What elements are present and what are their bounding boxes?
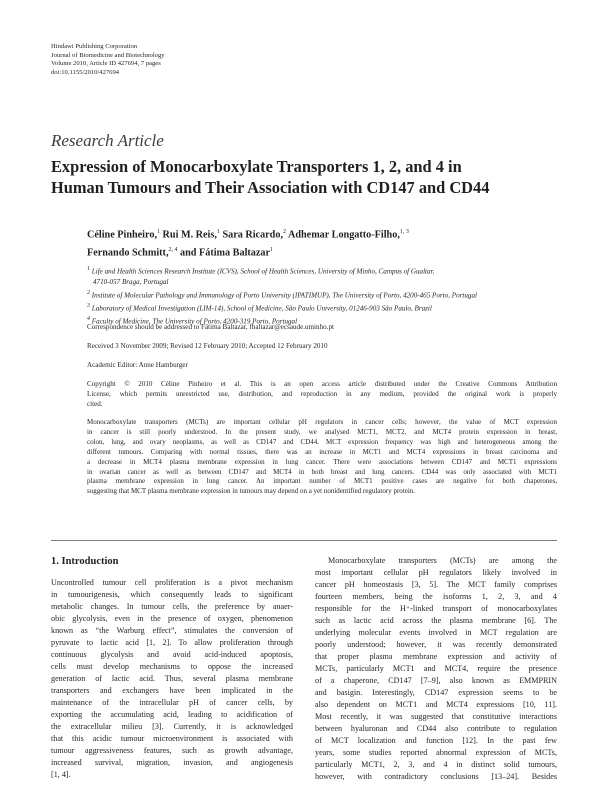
volume-info: Volume 2010, Article ID 427694, 7 pages	[51, 60, 161, 68]
correspondence: Correspondence should be addressed to Fátima Baltazar, fbaltazar@ecsaude.uminho.pt	[87, 323, 334, 331]
body-line: transporters and exchangers have been implicated in the	[51, 686, 293, 695]
copyright-line: Copyright © 2010 Céline Pinheiro et al. This is an open access article distributed under the Creative Commons Attribution	[87, 380, 557, 388]
article-dates: Received 3 November 2009; Revised 12 February 2010; Accepted 12 February 2010	[87, 342, 328, 350]
article-type: Research Article	[51, 131, 164, 150]
section-divider	[51, 540, 557, 541]
author-affiliation-ref: 2	[283, 229, 286, 235]
affiliation	[87, 301, 567, 314]
abstract-line: different tumours. Comparing with normal tissues, there was an increase in MCT1 and MCT4 expressions in breast carcinoma and	[87, 447, 557, 456]
abstract-line: Monocarboxylate transporters (MCTs) are important cellular pH regulators in cancer cells; however, the value of MCT expression	[87, 418, 557, 426]
abstract-line: plasma membrane expression in lung cancer. An important number of MCT1 positive cases are negative for both chaperones,	[87, 477, 557, 486]
author-name: Sara Ricardo,	[222, 229, 283, 241]
body-line: generation of lactic acid. Thus, several plasma membrane	[51, 674, 293, 683]
body-line: Monocarboxylate transporters (MCTs) are among the	[328, 556, 557, 565]
author-affiliation-ref: 1, 3	[399, 229, 409, 235]
body-line: known as “the Warburg effect”, stimulates the conversion of	[51, 626, 293, 635]
body-line: cells must develop mechanisms to oppose the increased	[51, 662, 293, 671]
body-line: particularly MCT1, 2, 3, and 4 in distinct solid tumours,	[315, 760, 557, 769]
affiliation-number: 2	[87, 289, 90, 296]
author-affiliation-ref: 2, 4	[168, 246, 178, 253]
journal-name: Journal of Biomedicine and Biotechnology	[51, 51, 165, 59]
body-line: underlying molecular events involved in MCT regulation are	[315, 628, 557, 637]
copyright-line: License, which permits unrestricted use, distribution, and reproduction in any medium, provided the original work is properly	[87, 390, 557, 398]
body-line: Uncontrolled tumour cell proliferation is a pivot mechanism	[51, 578, 293, 587]
left-column-text	[51, 577, 293, 781]
body-line: and basigin. Interestingly, CD147 expression seems to be	[315, 688, 557, 697]
body-line: tumour aggressiveness features, such as growth advantage,	[51, 746, 293, 755]
author-name: Fernando Schmitt,	[87, 247, 169, 259]
abstract-line: colon, lung, and ovary neoplasms, as well as CD147 and CD44. MCT expression frequency was high and heterogeneous among the	[87, 437, 557, 446]
article-title	[51, 156, 571, 198]
body-line: responsible for the H⁺-linked transport of monocarboxylates	[315, 604, 557, 613]
affiliation	[87, 288, 567, 301]
affiliation-text: Life and Health Sciences Research Institute (ICVS), School of Health Sciences, University of Minho, Campus of Gualtar,	[91, 267, 435, 276]
body-line: of MCT localization and function [12]. In the past few	[315, 736, 557, 745]
academic-editor: Academic Editor: Anne Hamburger	[87, 361, 188, 369]
body-line: also dependent on MCT1 and MCT4 expressions [10, 11].	[315, 700, 557, 709]
affiliation-text: Laboratory of Medical Investigation (LIM-14), School of Medicine, São Paulo University, 01246-903 São Paulo, Brazil	[91, 304, 432, 313]
copyright-line: cited.	[87, 400, 103, 408]
body-line: obic glycolysis, even in the presence of oxygen, phenomenon	[51, 614, 293, 623]
author-name: and Fátima Baltazar	[180, 247, 271, 259]
body-line: fourteen members, being the isoforms 1, 2, 3, and 4	[315, 592, 557, 601]
body-line: Most recently, it was suggested that constitutive interactions	[315, 712, 557, 721]
title-line: Expression of Monocarboxylate Transporters 1, 2, and 4 in	[51, 157, 462, 176]
body-line: cancer pH homeostasis [3, 5]. The MCT family comprises	[315, 580, 557, 589]
body-line: years, some studies reported abnormal expression of MCTs,	[315, 748, 557, 757]
affiliation-text: 4710-057 Braga, Portugal	[93, 278, 169, 287]
author-affiliation-ref: 1	[157, 229, 160, 235]
affiliation	[87, 264, 567, 277]
affiliation-text: Institute of Molecular Pathology and Immunology of Porto University (IPATIMUP), The University of Porto, 4200-465 Porto, Portugal	[91, 291, 477, 300]
author-list	[87, 225, 567, 261]
body-line: exporting the accumulating acid, leading to acidification of	[51, 710, 293, 719]
author-affiliation-ref: 1	[270, 246, 274, 253]
body-line: metabolic changes. In tumour cells, the preference by anaer-	[51, 602, 293, 611]
body-line: continuous glycolysis and avoid acid-induced apoptosis,	[51, 650, 293, 659]
body-line: maintenance of the intracellular pH of cancer cells, by	[51, 698, 293, 707]
body-line: however, with contradictory conclusions [13–24]. Besides	[315, 772, 557, 781]
section-heading: 1. Introduction	[51, 556, 119, 567]
affiliation-number: 1	[87, 266, 90, 272]
body-line: increased survival, migration, invasion, and angiogenesis	[51, 758, 293, 767]
body-line: in tumourigenesis, which consequently leads to significant	[51, 590, 293, 599]
affiliations	[87, 264, 567, 327]
journal-header	[51, 43, 165, 77]
author-affiliation-ref: 1	[216, 229, 220, 235]
abstract-line: in ovarian cancer as well as between CD147 and MCT4 in both breast and lung cancers. CD44 was only associated with MCT1	[87, 467, 557, 476]
body-line: that this acidic tumour microenvironment is associated with	[51, 734, 293, 743]
body-line: such as lactic acid across the plasma membrane [6]. The	[315, 616, 557, 625]
title-line: Human Tumours and Their Association with CD147 and CD44	[51, 178, 490, 197]
author-name: Adhemar Longatto-Filho,	[287, 229, 400, 241]
body-line: pyruvate to lactic acid [1, 2]. To allow proliferation through	[51, 638, 293, 647]
right-column-text	[315, 555, 557, 783]
publisher-name: Hindawi Publishing Corporation	[51, 43, 138, 50]
author-name: Rui M. Reis,	[162, 229, 217, 241]
doi: doi:10.1155/2010/427694	[51, 68, 120, 76]
author-name: Céline Pinheiro,	[87, 229, 157, 241]
body-line: MCTs, particularly MCT1 and MCT4, require the presence	[315, 664, 557, 673]
body-line: most important cellular pH regulators likely involved in	[315, 568, 557, 577]
body-line: of a chaperone, CD147 [7–9], also known as EMMPRIN	[315, 676, 557, 685]
abstract-line: suggesting that MCT plasma membrane expression in tumours may depend on a yet nonidentified regulatory protein.	[87, 487, 416, 496]
body-line: [1, 4].	[51, 770, 71, 779]
abstract-line: a decrease in MCT4 plasma membrane expression in lung cancer. There were associations between CD147 and MCT1 expressions	[87, 457, 557, 466]
abstract	[87, 418, 557, 497]
affiliation-number: 4	[87, 315, 90, 322]
affiliation-text: Faculty of Medicine, The University of Porto, 4200-319 Porto, Portugal	[91, 317, 298, 326]
abstract-line: in cancer is still poorly understood. In the present study, we analysed MCT1, MCT2, and MCT4 protein expression in breast,	[87, 427, 557, 436]
body-line: poorly understood; however, it was recently demonstrated	[315, 640, 557, 649]
body-line: that proper plasma membrane expression and activity of	[315, 652, 557, 661]
body-line: the extracellular milieu [3]. Currently, it is acknowledged	[51, 722, 293, 731]
affiliation-number: 3	[87, 302, 90, 309]
affiliation	[87, 277, 567, 288]
copyright-notice	[87, 379, 557, 409]
body-line: between hyaluronan and CD44 also contribute to regulation	[315, 724, 557, 733]
